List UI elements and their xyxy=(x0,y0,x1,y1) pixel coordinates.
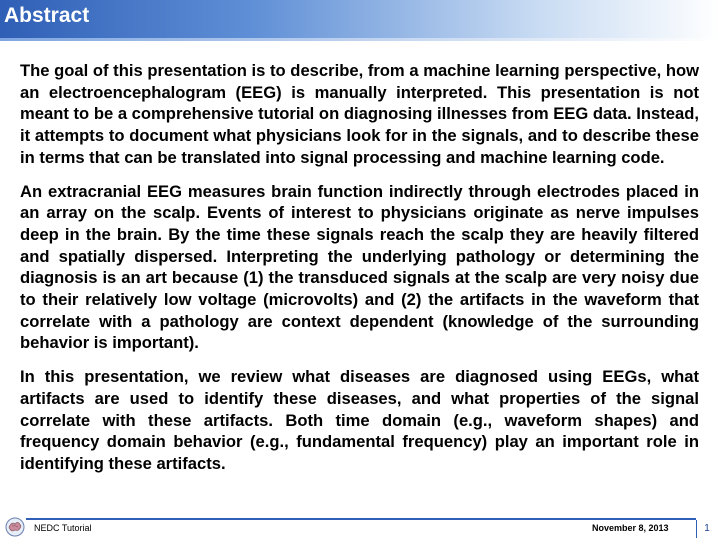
paragraph-3: In this presentation, we review what diseases are diagnosed using EEGs, what artifacts are used to identify these diseases, and what properties of the signal correlate with these artifacts. Both time domain (e.g., waveform shapes) and frequency domain behavior (e.g., fundamental frequency) play an important role in identifying these artifacts. xyxy=(20,367,699,473)
paragraph-1: The goal of this presentation is to describe, from a machine learning perspective, how an electroencephalogram (EEG) is manually interpreted. This presentation is not meant to be a comprehensive tutorial on diagnosing illnesses from EEG data. Instead, it attempts to document what physicians look for in the signals, and to describe these in terms that can be translated into signal processing and machine learning code. xyxy=(20,61,699,167)
slide-title: Abstract xyxy=(4,4,90,27)
page-number: 1 xyxy=(704,523,710,534)
slide-footer xyxy=(0,514,720,540)
footer-label: NEDC Tutorial xyxy=(34,523,92,533)
title-bar xyxy=(0,0,720,38)
paragraph-2: An extracranial EEG measures brain function indirectly through electrodes placed in an array on the scalp. Events of interest to physicians originate as nerve impulses deep in the brain. By the time these signals reach the scalp they are heavily filtered and spatially dispersed. Interpreting the underlying pathology or determining the diagnosis is an art because (1) the transduced signals at the scalp are very noisy due to their relatively low voltage (microvolts) and (2) the artifacts in the waveform that correlate with a pathology are context dependent (knowledge of the surrounding behavior is important). xyxy=(20,181,699,353)
footer-separator xyxy=(696,520,697,538)
title-accent-line xyxy=(0,38,720,41)
footer-divider xyxy=(26,518,696,520)
slide-content xyxy=(20,60,699,487)
brain-logo-icon xyxy=(4,516,26,538)
footer-date: November 8, 2013 xyxy=(592,523,669,533)
